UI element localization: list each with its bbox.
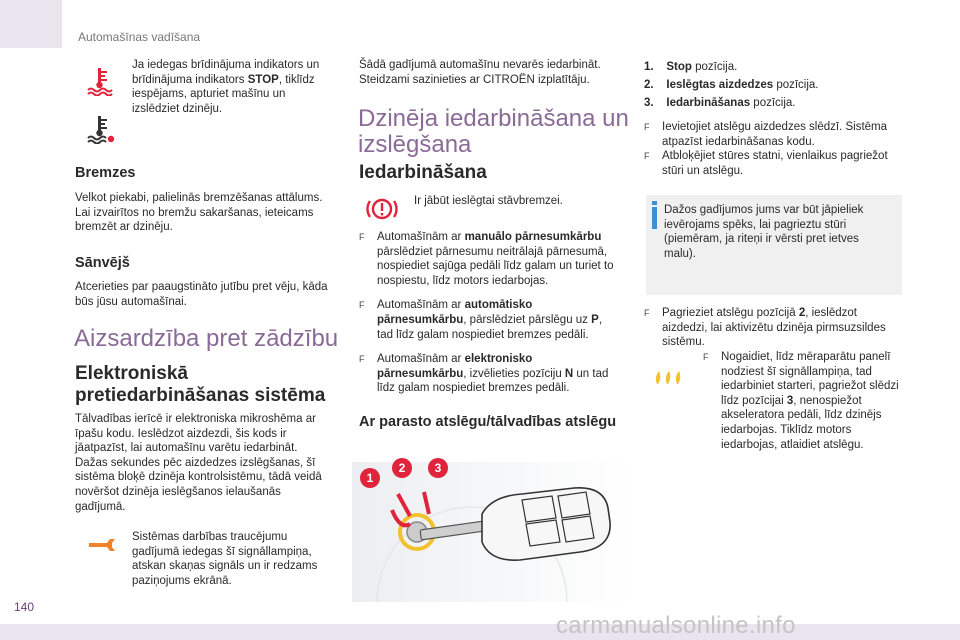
position-item-1 xyxy=(644,58,904,76)
preheat-bold: 3 xyxy=(786,394,794,407)
key-positions-list xyxy=(644,58,904,112)
chapter-title: Automašīnas vadīšana xyxy=(78,30,201,44)
elec-step-text-mid: , izvēlieties pozīciju xyxy=(463,367,565,380)
key-steps xyxy=(644,120,904,188)
immobiliser-text: Tālvadības ierīcē ir elektroniska mikroshēma ar īpašu kodu. Ieslēdzot aizdezdi, šis kods ir jāatpazīst, lai automašīnu varētu iedarbināt. Dažas sekundes pēc aizdedzes izslēgšanas, šī sistēma bloķē dzinēja kontrolsistēmu, tādā veidā novēršot dzinēja ieslēgšanos ielaušanās gadījumā. xyxy=(75,413,322,513)
header-tab-bar xyxy=(0,0,62,48)
position-number: 1. xyxy=(644,61,654,73)
preheat-text-end: , nenospiežot akseleratora pedāli, līdz dzinējs iedarbojas. Tiklīdz motors iedarbojas, atlaidiet atslēgu. xyxy=(721,394,882,451)
bullet-marker: F xyxy=(644,308,650,318)
auto-step-text: Automašīnām ar xyxy=(377,299,465,312)
manual-gearbox-step xyxy=(359,230,619,288)
intro-text: Šādā gadījumā automašīnu nevarēs iedarbināt. Steidzami sazinieties ar CITROËN izplatītāju. xyxy=(359,59,601,86)
key-position-label-1: 1 xyxy=(366,471,374,485)
elec-step-text: Automašīnām ar xyxy=(377,353,465,366)
warning-text-end: , tiklīdz iespējams, apturiet mašīnu un izslēdziet dzinēju. xyxy=(132,73,315,115)
coolant-level-warning-icon xyxy=(86,114,116,144)
position-number: 3. xyxy=(644,97,654,109)
brakes-text: Velkot piekabi, palielinās bremzēšanas attālums. Lai izvairītos no bremžu sakaršanas, ieteicams bremzēt ar dzinēju. xyxy=(75,192,323,234)
coolant-temperature-warning-icon xyxy=(86,66,114,96)
unlock-steering-step xyxy=(644,149,904,178)
turn-key-text: Pagrieziet atslēgu pozīcijā xyxy=(662,307,799,319)
position-item-2 xyxy=(644,76,904,94)
turn-key-text-end: , ieslēdzot aizdedzi, lai aktivizētu dzinēja pirmsuzsildes sistēmu. xyxy=(662,307,886,349)
elec-step-text-end: un tad līdz galam nospiediet bremzes pedāli. xyxy=(377,367,609,395)
turn-key-bold: 2 xyxy=(798,307,806,319)
diesel-preheat-icon xyxy=(654,368,684,386)
bullet-marker: F xyxy=(359,232,365,242)
auto-step-text-mid: , pārslēdziet pārslēgu uz xyxy=(463,313,592,326)
crosswind-text: Atcerieties par paaugstināto jutību pret vēju, kāda būs jūsu automašīnai. xyxy=(75,281,328,308)
info-text: Dažos gadījumos jums var būt jāpieliek ievērojams spēks, lai pagrieztu stūri (piemēram, ja riteņi ir vērsti pret ietves malu). xyxy=(664,204,864,260)
position-name: Ieslēgtas aizdedzes xyxy=(666,79,774,91)
start-stop-section-title: Dzinēja iedarbināšana un izslēgšana xyxy=(358,105,629,158)
starting-heading: Iedarbināšana xyxy=(359,162,487,183)
unlock-steering-text: Atbloķējiet stūres statni, vienlaikus pagriežot stūri un atslēgu. xyxy=(662,150,888,177)
position-suffix: pozīcija. xyxy=(773,79,819,91)
info-icon-bar xyxy=(652,207,657,229)
auto-step-bold: automātisko pārnesumkārbu xyxy=(377,299,533,326)
brakes-heading: Bremzes xyxy=(75,165,136,181)
preheat-step xyxy=(703,350,903,462)
manual-step-bold: manuālo pārnesumkārbu xyxy=(464,231,602,243)
bullet-marker: F xyxy=(644,151,650,162)
electronic-gearbox-step xyxy=(359,352,619,396)
info-box xyxy=(646,195,902,295)
auto-step-p: P xyxy=(591,313,599,326)
immobiliser-heading: Elektroniskā pretiedarbināšanas sistēma xyxy=(75,363,326,406)
elec-step-bold: elektronisko pārnesumkārbu xyxy=(377,353,533,380)
automatic-gearbox-step xyxy=(359,298,619,342)
warning-stop-bold: STOP xyxy=(247,73,279,86)
manual-step-text: Automašīnām ar xyxy=(377,231,465,243)
auto-step-text-end: , tad līdz galam nospiediet bremzes pedāli. xyxy=(377,313,603,341)
warning-text: Ja iedegas brīdinājuma indikators un brīdinājuma indikators xyxy=(132,59,320,86)
insert-key-step xyxy=(644,120,904,149)
start-instructions xyxy=(359,230,619,406)
preheat-item xyxy=(703,350,903,452)
bullet-marker: F xyxy=(359,354,365,365)
key-position-label-3: 3 xyxy=(434,461,442,475)
position-suffix: pozīcija. xyxy=(691,61,738,73)
position-name: Stop xyxy=(666,61,692,73)
ignition-key-illustration xyxy=(352,452,632,602)
info-icon-dot xyxy=(652,201,657,205)
position-name: Iedarbināšanas xyxy=(666,97,751,109)
manual-step-text-end: pārslēdziet pārnesumu neitrālajā pārnesumā, nospiediet sajūga pedāli līdz galam un turiet to nospiestu, līdz motors iedarbojas. xyxy=(377,245,614,287)
page-number: 140 xyxy=(14,600,35,614)
bullet-marker: F xyxy=(703,352,709,362)
parking-brake-warning-icon xyxy=(366,195,398,223)
footer-bar xyxy=(0,624,960,640)
position-suffix: pozīcija. xyxy=(750,97,796,109)
watermark: carmanualsonline.info xyxy=(556,612,796,639)
key-position-label-2: 2 xyxy=(398,461,406,475)
turn-key-item xyxy=(644,306,904,350)
wrench-icon xyxy=(86,536,118,554)
insert-key-text: Ievietojiet atslēgu aizdedzes slēdzī. Sistēma atpazīst iedarbināšanas kodu. xyxy=(662,121,888,148)
parking-brake-text: Ir jābūt ieslēgtai stāvbremzei. xyxy=(414,195,563,207)
warning-paragraph xyxy=(132,58,322,116)
bullet-marker: F xyxy=(644,122,650,132)
key-heading: Ar parasto atslēgu/tālvadības atslēgu xyxy=(359,414,617,430)
theft-section-title: Aizsardzība pret zādzību xyxy=(74,325,339,352)
elec-step-n: N xyxy=(564,367,574,380)
fault-text: Sistēmas darbības traucējumu gadījumā iedegas šī signāllampiņa, atskan skaņas signāls un ir redzams paziņojums ekrānā. xyxy=(132,531,318,587)
position-item-3 xyxy=(644,94,904,112)
position-number: 2. xyxy=(644,79,654,91)
crosswind-heading: Sānvējš xyxy=(75,255,130,271)
preheat-text: Nogaidiet, līdz mēraparātu panelī nodziest šī signāllampiņa, tad iedarbiniet starteri, pagriežot slēdzi līdz pozīcijai xyxy=(721,351,899,407)
bullet-marker: F xyxy=(359,300,365,311)
